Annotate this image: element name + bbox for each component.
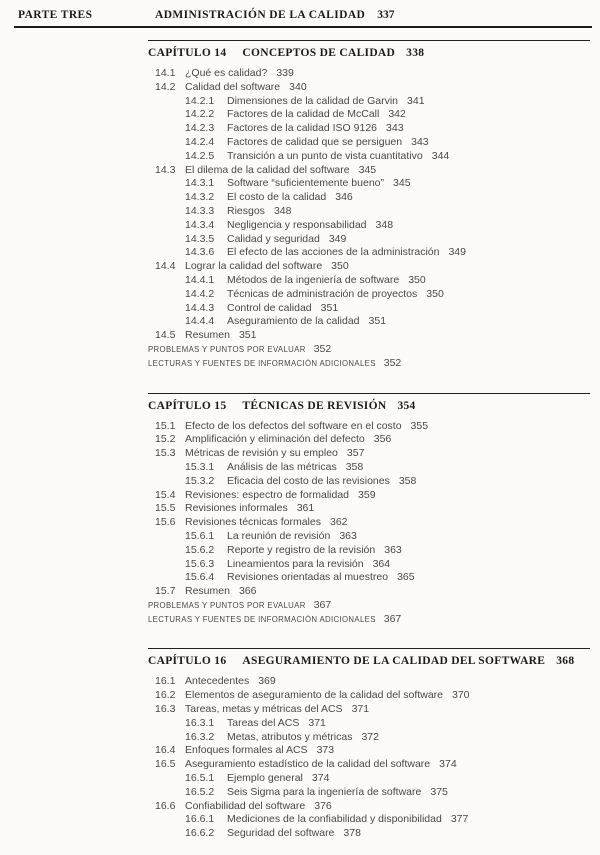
entry-page-number: 351 [238, 329, 257, 342]
entry-title: Métricas de revisión y su empleo [185, 447, 338, 460]
toc-entry [148, 827, 590, 841]
entry-page-number: 369 [258, 675, 276, 688]
toc-entry [148, 95, 590, 109]
entry-page-number: 358 [345, 460, 364, 473]
entry-page-number: 378 [343, 827, 361, 840]
toc-entry [148, 530, 590, 544]
entry-number: 14.3.1 [185, 177, 215, 190]
entry-page-number: 342 [388, 108, 406, 121]
entry-number: 15.6.2 [185, 543, 215, 556]
entry-number: 14.2 [155, 80, 176, 93]
entry-title: Amplificación y eliminación del defecto [185, 433, 365, 446]
toc-extra-entry [148, 343, 590, 357]
chapter-title: TÉCNICAS DE REVISIÓN [242, 399, 387, 412]
entry-page-number: 350 [331, 260, 349, 273]
toc-entry [148, 689, 590, 703]
entry-number: 14.1 [155, 67, 176, 79]
entry-number: 16.3 [155, 703, 176, 716]
entry-title: Revisiones: espectro de formalidad [185, 488, 350, 501]
entry-title: Negligencia y responsabilidad [227, 218, 367, 231]
entry-title: Revisiones orientadas al muestreo [227, 571, 389, 584]
entry-page-number: 375 [430, 785, 448, 798]
entry-title: Ejemplo general [227, 772, 303, 785]
entry-page-number: 372 [361, 730, 379, 743]
toc-entry [148, 703, 590, 717]
chapter-page-number: 354 [397, 399, 416, 412]
toc-entry [148, 177, 590, 191]
entry-number: 16.3.1 [185, 716, 215, 729]
chapter-label: CAPÍTULO 15 [148, 399, 227, 412]
toc-entry [148, 731, 590, 745]
extra-title: PROBLEMAS Y PUNTOS POR EVALUAR [148, 600, 306, 610]
entry-number: 14.4.2 [185, 287, 215, 300]
toc-entry [148, 164, 590, 178]
toc-entry [148, 260, 590, 274]
toc-entry [148, 489, 590, 503]
entry-title: Aseguramiento de la calidad [227, 315, 360, 328]
extra-page-number: 367 [383, 612, 402, 625]
page-title: ADMINISTRACIÓN DE LA CALIDAD [155, 9, 366, 21]
entry-title: Eficacia del costo de las revisiones [227, 474, 390, 487]
entry-number: 14.2.5 [185, 149, 215, 162]
toc-entry [148, 191, 590, 205]
toc-entry [148, 717, 590, 731]
entry-page-number: 376 [314, 799, 332, 812]
entry-title: Enfoques formales al ACS [185, 744, 308, 757]
toc-entry [148, 786, 590, 800]
extra-title: LECTURAS Y FUENTES DE INFORMACIÓN ADICIONALES [148, 614, 376, 624]
entry-title: Transición a un punto de vista cuantitativo [227, 149, 423, 162]
entry-title: Tareas, metas y métricas del ACS [185, 703, 343, 716]
chapter-label: CAPÍTULO 16 [148, 655, 227, 668]
entry-title: Resumen [185, 329, 230, 342]
entry-page-number: 374 [439, 758, 457, 771]
toc-entry [148, 585, 590, 599]
entry-number: 15.3.1 [185, 460, 215, 473]
toc-extra-entry [148, 357, 590, 371]
entry-page-number: 357 [346, 447, 365, 460]
toc-extra-entry [148, 613, 590, 627]
entry-page-number: 343 [386, 122, 404, 135]
entry-page-number: 373 [316, 744, 335, 757]
toc-entry [148, 433, 590, 447]
chapter-section [148, 393, 590, 627]
toc-entry [148, 122, 590, 136]
entry-page-number: 350 [426, 287, 444, 300]
toc-entry [148, 219, 590, 233]
entry-title: Factores de la calidad ISO 9126 [227, 122, 378, 135]
toc-entry [148, 329, 590, 343]
entry-page-number: 363 [384, 543, 402, 556]
entry-title: Aseguramiento estadístico de la calidad del software [185, 758, 431, 771]
entry-title: ¿Qué es calidad? [185, 67, 268, 79]
entry-number: 14.2.4 [185, 135, 215, 148]
chapter-section [148, 40, 590, 371]
toc-extra-entry [148, 599, 590, 613]
toc-entry [148, 246, 590, 260]
entry-page-number: 351 [368, 315, 387, 328]
entry-number: 14.4.4 [185, 315, 215, 328]
entry-number: 14.5 [155, 329, 176, 342]
entry-page-number: 355 [410, 419, 429, 432]
toc-entry [148, 744, 590, 758]
part-label: PARTE TRES [18, 9, 93, 21]
entry-number: 14.3 [155, 163, 176, 176]
entry-number: 14.4.1 [185, 273, 215, 286]
chapter-page-number: 338 [406, 47, 425, 59]
entry-title: Lineamientos para la revisión [227, 557, 364, 570]
entry-title: El dilema de la calidad del software [185, 163, 350, 176]
entry-title: Métodos de la ingeniería de software [227, 273, 400, 286]
entry-page-number: 364 [372, 557, 391, 570]
entry-page-number: 339 [276, 67, 294, 79]
entry-number: 15.4 [155, 488, 176, 501]
entry-page-number: 374 [311, 772, 330, 785]
entry-number: 16.3.2 [185, 730, 215, 743]
entry-number: 14.2.2 [185, 108, 215, 121]
entry-title: Antecedentes [185, 675, 250, 688]
entry-page-number: 370 [452, 689, 470, 702]
toc-entry [148, 315, 590, 329]
toc-entry [148, 205, 590, 219]
entry-page-number: 349 [328, 232, 347, 245]
entry-number: 15.5 [155, 502, 176, 515]
chapter-title: CONCEPTOS DE CALIDAD [242, 47, 396, 59]
entry-title: Análisis de las métricas [227, 460, 337, 473]
chapter-heading [148, 400, 590, 412]
entry-title: Factores de calidad que se persiguen [227, 135, 403, 148]
chapter-page-number: 368 [556, 655, 575, 668]
entry-number: 14.4 [155, 260, 176, 273]
chapter-heading [148, 47, 590, 59]
entry-title: Mediciones de la confiabilidad y disponibilidad [227, 813, 442, 826]
entry-number: 15.7 [155, 585, 176, 598]
entry-number: 14.3.5 [185, 232, 215, 245]
entry-page-number: 371 [351, 703, 370, 716]
toc-entry [148, 772, 590, 786]
entry-number: 16.6.2 [185, 827, 215, 840]
entry-title: Metas, atributos y métricas [227, 730, 353, 743]
toc-entry [148, 233, 590, 247]
entry-page-number: 348 [375, 218, 394, 231]
entry-number: 15.1 [155, 419, 176, 432]
entry-title: Reporte y registro de la revisión [227, 543, 376, 556]
chapter-title: ASEGURAMIENTO DE LA CALIDAD DEL SOFTWARE [242, 655, 546, 668]
extra-page-number: 352 [313, 342, 332, 355]
entry-title: Calidad y seguridad [227, 232, 320, 245]
entry-number: 15.2 [155, 433, 176, 446]
entry-number: 15.6 [155, 516, 176, 529]
entry-number: 14.3.4 [185, 218, 215, 231]
entry-title: El efecto de las acciones de la administración [227, 246, 440, 259]
entry-number: 16.5.2 [185, 785, 215, 798]
toc-entry [148, 302, 590, 316]
entry-page-number: 362 [329, 516, 348, 529]
toc-entry [148, 81, 590, 95]
entry-number: 14.2.1 [185, 94, 215, 107]
entry-page-number: 349 [448, 246, 466, 259]
toc-entry [148, 675, 590, 689]
entry-title: Seguridad del software [227, 827, 335, 840]
entry-page-number: 356 [373, 433, 392, 446]
toc-entry [148, 800, 590, 814]
toc-entry [148, 108, 590, 122]
entry-number: 16.5 [155, 758, 176, 771]
entry-title: Riesgos [227, 204, 265, 217]
entry-page-number: 345 [393, 177, 411, 190]
entry-title: Control de calidad [227, 301, 312, 314]
chapter-entries [148, 67, 590, 371]
entry-page-number: 371 [308, 716, 326, 729]
toc-entry [148, 461, 590, 475]
entry-title: Revisiones técnicas formales [185, 516, 321, 529]
extra-title: PROBLEMAS Y PUNTOS POR EVALUAR [148, 344, 306, 354]
chapter-section [148, 648, 590, 841]
entry-title: Confiabilidad del software [185, 799, 306, 812]
toc-entry [148, 516, 590, 530]
entry-number: 16.6.1 [185, 813, 215, 826]
toc-entry [148, 274, 590, 288]
entry-page-number: 365 [397, 571, 415, 584]
entry-number: 14.4.3 [185, 301, 215, 314]
toc-entry [148, 813, 590, 827]
chapter-entries [148, 420, 590, 627]
toc-entry [148, 288, 590, 302]
entry-number: 15.6.3 [185, 557, 215, 570]
entry-number: 16.2 [155, 689, 176, 702]
entry-page-number: 343 [411, 135, 429, 148]
entry-number: 16.4 [155, 744, 176, 757]
toc-entry [148, 571, 590, 585]
toc-body [0, 40, 600, 841]
toc-entry [148, 420, 590, 434]
entry-number: 14.3.2 [185, 191, 215, 204]
entry-title: Seis Sigma para la ingeniería de software [227, 785, 422, 798]
entry-page-number: 350 [408, 273, 426, 286]
entry-number: 16.6 [155, 799, 176, 812]
entry-number: 15.3 [155, 447, 176, 460]
entry-page-number: 341 [407, 94, 425, 107]
entry-title: Dimensiones de la calidad de Garvin [227, 94, 399, 107]
toc-entry [148, 136, 590, 150]
entry-number: 15.6.1 [185, 529, 215, 542]
extra-title: LECTURAS Y FUENTES DE INFORMACIÓN ADICIONALES [148, 358, 376, 368]
entry-page-number: 366 [238, 585, 257, 598]
entry-title: Elementos de aseguramiento de la calidad del software [185, 689, 443, 702]
entry-page-number: 346 [335, 191, 353, 204]
entry-number: 14.3.6 [185, 246, 215, 259]
entry-page-number: 358 [398, 474, 417, 487]
entry-number: 16.5.1 [185, 772, 215, 785]
entry-title: Resumen [185, 585, 230, 598]
entry-title: Software “suficientemente bueno” [227, 177, 385, 190]
chapter-heading [148, 655, 590, 667]
entry-title: Tareas del ACS [227, 716, 300, 729]
entry-page-number: 361 [296, 502, 315, 515]
toc-entry [148, 447, 590, 461]
entry-title: La reunión de revisión [227, 529, 331, 542]
toc-entry [148, 475, 590, 489]
entry-title: Lograr la calidad del software [185, 260, 323, 273]
entry-title: Revisiones informales [185, 502, 288, 515]
entry-number: 15.3.2 [185, 474, 215, 487]
header-page-number: 337 [377, 9, 395, 21]
chapter-label: CAPÍTULO 14 [148, 47, 227, 59]
entry-page-number: 344 [431, 149, 450, 162]
entry-title: Factores de la calidad de McCall [227, 108, 380, 121]
entry-number: 15.6.4 [185, 571, 215, 584]
entry-page-number: 363 [339, 529, 357, 542]
extra-page-number: 352 [383, 356, 402, 369]
entry-title: Efecto de los defectos del software en el costo [185, 419, 402, 432]
entry-page-number: 340 [289, 80, 307, 93]
entry-title: Técnicas de administración de proyectos [227, 287, 418, 300]
extra-page-number: 367 [313, 598, 332, 611]
toc-entry [148, 502, 590, 516]
entry-title: Calidad del software [185, 80, 281, 93]
entry-page-number: 345 [358, 163, 377, 176]
entry-page-number: 348 [273, 204, 292, 217]
toc-entry [148, 544, 590, 558]
toc-entry [148, 67, 590, 81]
entry-page-number: 351 [320, 301, 339, 314]
entry-page-number: 377 [450, 813, 469, 826]
running-header [14, 0, 592, 28]
chapter-entries [148, 675, 590, 841]
toc-entry [148, 758, 590, 772]
entry-number: 16.1 [155, 675, 176, 688]
entry-number: 14.2.3 [185, 122, 215, 135]
entry-page-number: 359 [358, 488, 376, 501]
entry-number: 14.3.3 [185, 204, 215, 217]
entry-title: El costo de la calidad [227, 191, 327, 204]
toc-entry [148, 150, 590, 164]
toc-entry [148, 558, 590, 572]
